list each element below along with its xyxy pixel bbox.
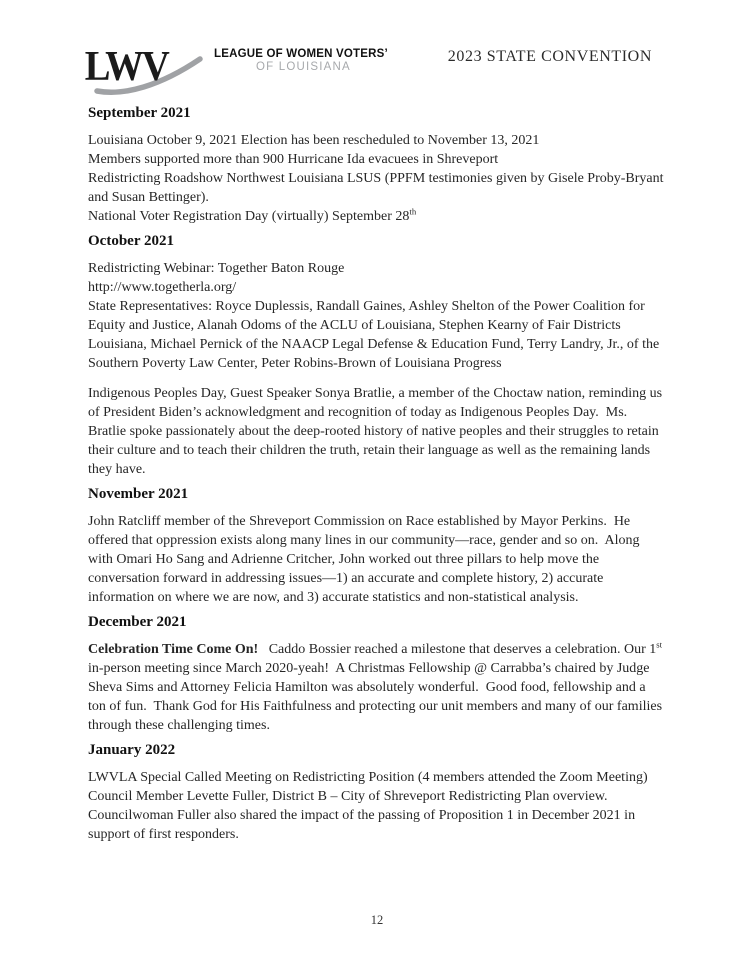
- paragraph: [88, 768, 666, 844]
- logo-org-state: OF LOUISIANA: [256, 61, 351, 73]
- text-run: http://www.togetherla.org/: [88, 280, 237, 295]
- text-run: Louisiana October 9, 2021 Election has been rescheduled to November 13, 2021: [88, 133, 540, 148]
- doc-section: [88, 232, 666, 479]
- doc-section: [88, 741, 666, 844]
- logo-text: [214, 48, 388, 73]
- text-run: LWVLA Special Called Meeting on Redistricting Position (4 members attended the Zoom Meeting): [88, 770, 648, 785]
- paragraph: [88, 131, 666, 226]
- text-line: [88, 169, 666, 207]
- text-run: Redistricting Webinar: Together Baton Rouge: [88, 261, 345, 276]
- text-line: [88, 768, 666, 787]
- logo-acronym: LWV: [84, 42, 168, 90]
- logo-org-name: LEAGUE OF WOMEN VOTERS’: [214, 48, 388, 60]
- paragraph: [88, 259, 666, 373]
- text-line: [88, 150, 666, 169]
- section-heading: January 2022: [88, 742, 176, 758]
- text-run: State Representatives: Royce Duplessis, Randall Gaines, Ashley Shelton of the Power Coalition for Equity and Justice, Alanah Odoms of the ACLU of Louisiana, Stephen Kearny of Fair Districts Louisiana, Michael Pernick of the NAACP Legal Defense & Education Fund, Terry Landry, Jr., of the Southern Poverty Law Center, Peter Robins-Brown of Louisiana Progress: [88, 299, 663, 371]
- sections-container: [88, 104, 666, 844]
- section-heading: October 2021: [88, 233, 174, 249]
- text-run: Councilwoman Fuller also shared the impact of the passing of Proposition 1 in December 2021 in support of first responders.: [88, 808, 639, 842]
- text-line: [88, 787, 666, 806]
- text-line: [88, 297, 666, 373]
- page-number: 12: [370, 913, 384, 927]
- text-run: Council Member Levette Fuller, District B – City of Shreveport Redistricting Plan overview.: [88, 789, 608, 804]
- section-heading: September 2021: [88, 105, 191, 121]
- text-run: Members supported more than 900 Hurricane Ida evacuees in Shreveport: [88, 152, 499, 167]
- paragraph: [88, 384, 666, 479]
- text-line: [88, 131, 666, 150]
- paragraph: [88, 640, 666, 735]
- text-line: [88, 384, 666, 479]
- document-body: [88, 104, 666, 844]
- text-line: [88, 640, 666, 735]
- text-run: Caddo Bossier reached a milestone that deserves a celebration. Our 1: [258, 642, 657, 657]
- doc-section: [88, 613, 666, 735]
- text-line: [88, 259, 666, 278]
- paragraph: [88, 512, 666, 607]
- lwv-logo: [82, 38, 388, 96]
- lwv-logo-icon: [82, 38, 210, 96]
- superscript: st: [656, 639, 663, 650]
- text-run: Indigenous Peoples Day, Guest Speaker Sonya Bratlie, a member of the Choctaw nation, reminding us of President Biden’s acknowledgment and recognition of today as Indigenous Peoples Day. Ms. Bratlie spoke passionately about the deep-rooted history of native peoples and their struggles to retain their culture and to teach their children the truth, retain their language as well as the remaining lands they have.: [88, 386, 666, 477]
- section-heading: November 2021: [88, 486, 189, 502]
- page-header: [82, 38, 666, 96]
- doc-section: [88, 104, 666, 226]
- text-line: [88, 207, 666, 226]
- text-line: [88, 512, 666, 607]
- text-line: [88, 806, 666, 844]
- page-title: 2023 STATE CONVENTION: [447, 48, 652, 65]
- doc-section: [88, 485, 666, 607]
- text-run: Celebration Time Come On!: [88, 642, 259, 657]
- text-run: in-person meeting since March 2020-yeah! A Christmas Fellowship @ Carrabba’s chaired by Judge Sheva Sims and Attorney Felicia Hamilton was absolutely wonderful. Good food, fellowship and a ton of fun. Thank God for His Faithfulness and protecting our unit members and many of our families through these challenging times.: [88, 642, 666, 733]
- text-run: Redistricting Roadshow Northwest Louisiana LSUS (PPFM testimonies given by Gisele Proby-Bryant and Susan Bettinger).: [88, 171, 668, 205]
- superscript: th: [409, 206, 417, 217]
- text-line: [88, 278, 666, 297]
- text-run: National Voter Registration Day (virtually) September 28: [88, 209, 410, 224]
- text-run: John Ratcliff member of the Shreveport Commission on Race established by Mayor Perkins. He offered that oppression exists along many lines in our community—race, gender and so on. Along with Omari Ho Sang and Adrienne Critcher, John worked out three pillars to help move the conversation forward in addressing issues—1) an accurate and complete history, 2) accurate information on where we are now, and 3) accurate statistics and non-statistical analysis.: [88, 514, 643, 605]
- section-heading: December 2021: [88, 614, 187, 630]
- page-footer: [88, 905, 666, 928]
